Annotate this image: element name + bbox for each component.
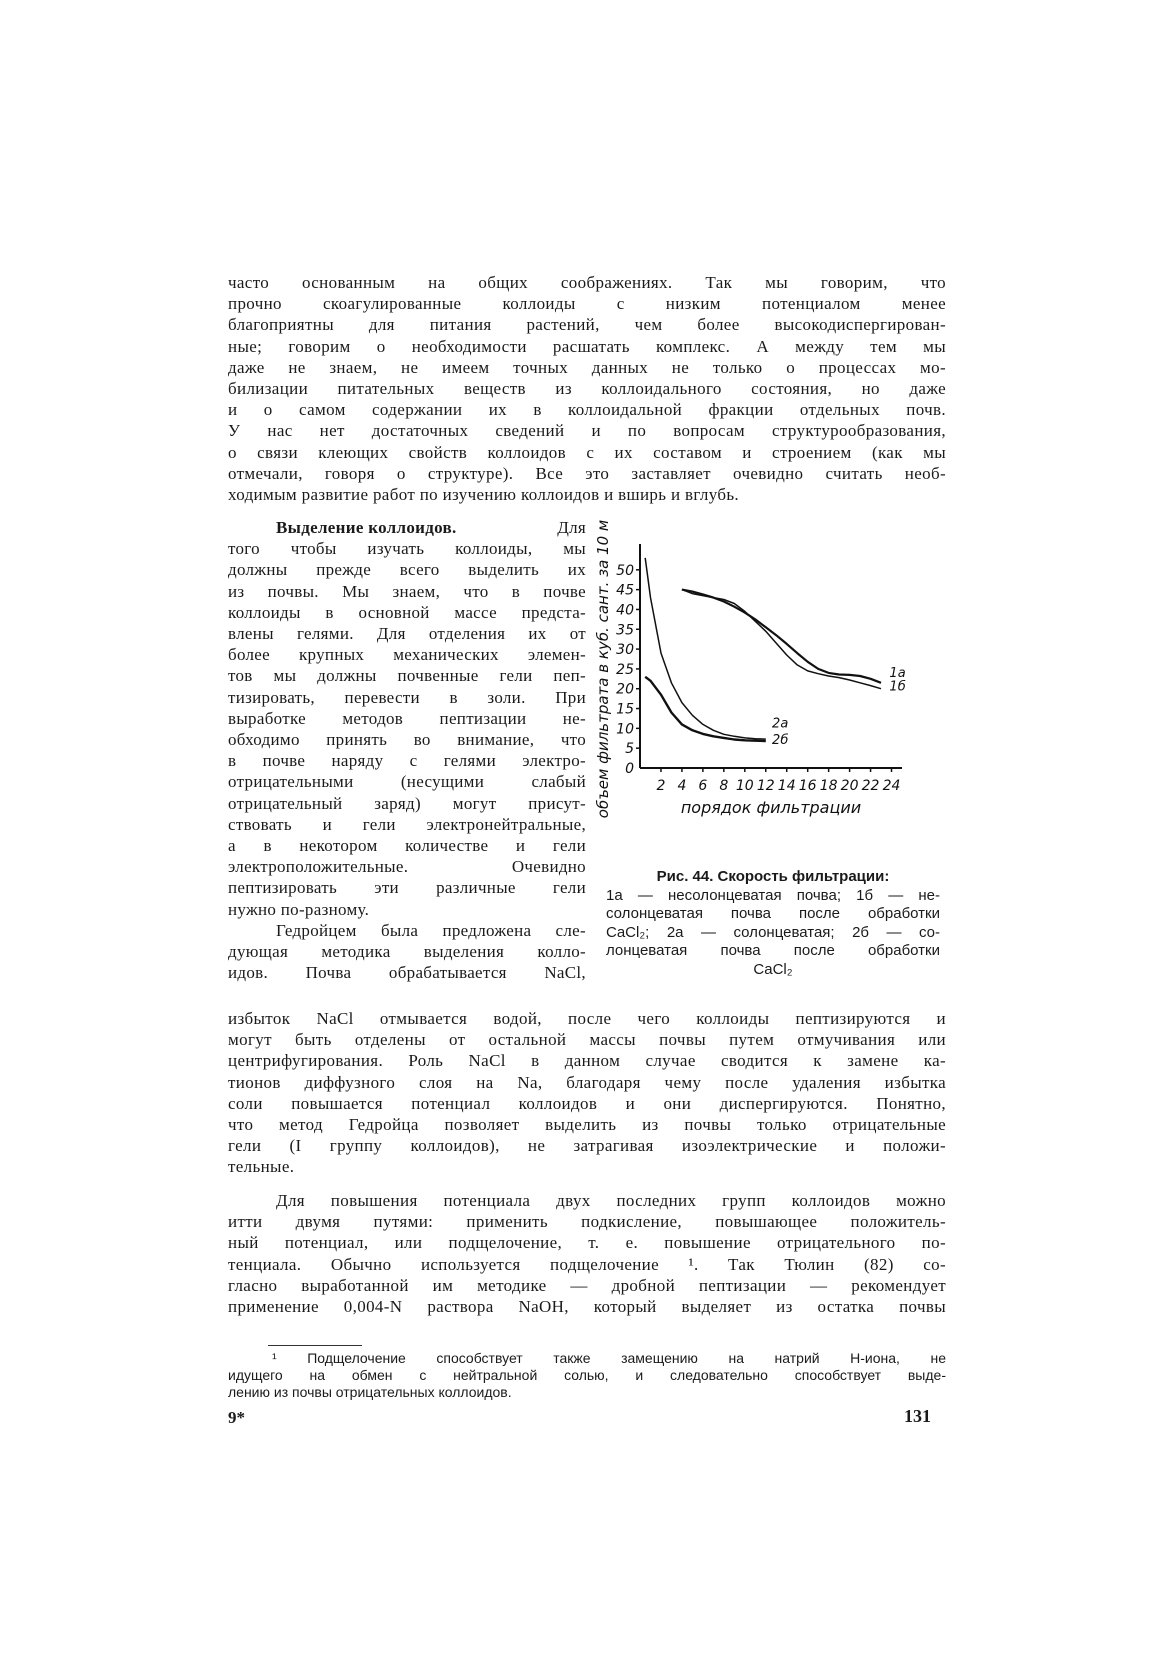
text-line: часто основанным на общих соображениях. Так мы говорим, что (228, 273, 946, 292)
text-line: применение 0,004-N раствора NaOH, который выделяет из остатка почвы (228, 1297, 946, 1317)
caption-line: CaCl₂; 2а — солонцеватая; 2б — со- (606, 923, 940, 941)
text-line: электроположительные. Очевидно (228, 857, 586, 877)
x-tick-label: 24 (882, 778, 901, 794)
text-line: тионов диффузного слоя на Na, благодаря чему после удаления избытка (228, 1072, 946, 1092)
middle-paragraph (228, 1008, 946, 1178)
text-fragment: Для (557, 518, 586, 537)
section-heading: Выделение коллоидов. (276, 518, 457, 537)
top-paragraph (228, 272, 946, 505)
x-tick-label: 4 (677, 778, 687, 794)
series-line-1а (682, 590, 881, 683)
text-line: из почвы. Мы знаем, что в почве (228, 581, 586, 601)
section-heading-line (228, 517, 586, 538)
left-column (228, 517, 586, 983)
text-line: идов. Почва обрабатывается NaCl, (228, 963, 586, 983)
text-line: билизации питательных веществ из коллоидального состояния, но даже (228, 379, 946, 399)
caption-line: CaCl₂ (753, 960, 793, 978)
text-line: ные; говорим о необходимости расшатать комплекс. А между тем мы (228, 336, 946, 356)
caption-line: солонцеватая почва после обработки (606, 905, 940, 922)
x-tick-label: 12 (756, 778, 775, 794)
y-tick-label: 45 (616, 582, 634, 599)
y-tick-label: 30 (616, 642, 634, 659)
text-line: итти двумя путями: применить подкисление, повышающее положитель- (228, 1212, 946, 1232)
y-tick-label: 5 (625, 741, 634, 758)
figure-caption (606, 868, 940, 979)
caption-line: 1а — несолонцеватая почва; 1б — не- (606, 886, 940, 904)
text-line: Для повышения потенциала двух последних групп коллоидов можно (276, 1191, 946, 1210)
text-line: нужно по-разному. (228, 899, 370, 919)
text-line: гели (I группу коллоидов), не затрагивая изоэлектрические и положи- (228, 1136, 946, 1156)
text-line: коллоиды в основной массе предста- (228, 602, 586, 622)
page-number: 131 (904, 1406, 931, 1426)
x-tick-label: 2 (656, 778, 666, 794)
text-line: отрицательными (несущими слабый (228, 772, 586, 792)
caption-line: лонцеватая почва после обработки (606, 942, 940, 959)
y-tick-label: 15 (616, 701, 634, 718)
text-line: влены гелями. Для отделения их от (228, 624, 586, 644)
footnote (228, 1350, 946, 1401)
text-line: прочно скоагулированные коллоиды с низким потенциалом менее (228, 294, 946, 314)
text-line: более крупных механических элемен- (228, 645, 586, 665)
y-tick-label: 10 (616, 721, 634, 738)
y-tick-label: 50 (616, 562, 634, 579)
text-line: дующая методика выделения колло- (228, 942, 586, 962)
text-line: и о самом содержании их в коллоидальной фракции отдельных почв. (228, 400, 946, 420)
y-axis-label: объем фильтрата в куб. сант. за 10 м (594, 519, 612, 819)
text-line: могут быть отделены от остальной массы почвы путем отмучивания или (228, 1030, 946, 1050)
x-tick-label: 20 (840, 778, 859, 794)
x-tick-label: 18 (819, 778, 838, 794)
text-line: тенциала. Обычно используется подщелочение ¹. Так Тюлин (82) со- (228, 1254, 946, 1274)
series-label-2б: 2б (772, 733, 789, 749)
text-line: в почве наряду с гелями электро- (228, 751, 586, 771)
text-line: тов мы должны почвенные гели пеп- (228, 666, 586, 686)
x-tick-label: 6 (698, 778, 708, 794)
x-tick-label: 16 (798, 778, 817, 794)
text-line: ствовать и гели электронейтральные, (228, 814, 586, 834)
text-line: ходимым развитие работ по изучению коллоидов и вширь и вглубь. (228, 485, 740, 505)
text-line: того чтобы изучать коллоиды, мы (228, 539, 586, 559)
x-tick-label: 22 (861, 778, 880, 794)
text-line: должны прежде всего выделить их (228, 560, 586, 580)
text-line: пептизировать эти различные гели (228, 878, 586, 898)
caption-title: Рис. 44. Скорость фильтрации: (656, 868, 890, 885)
text-line: выработке методов пептизации не- (228, 708, 586, 728)
text-line: гласно выработанной им методике — дробной пептизации — рекомендует (228, 1275, 946, 1295)
text-line: ный потенциал, или подщелочение, т. е. повышение отрицательного по- (228, 1233, 946, 1253)
y-tick-label: 25 (616, 661, 634, 678)
series-label-2а: 2а (772, 716, 789, 732)
x-tick-label: 14 (777, 778, 796, 794)
series-line-2б (645, 677, 766, 741)
filtration-chart (594, 519, 948, 857)
x-axis-label: порядок фильтрации (680, 798, 862, 817)
text-line: тизировать, перевести в золи. При (228, 687, 586, 707)
text-line: У нас нет достаточных сведений и по вопросам структурообразования, (228, 421, 946, 441)
text-line: отрицательный заряд) могут присут- (228, 793, 586, 813)
series-label-1а: 1а (889, 665, 906, 681)
text-line: избыток NaCl отмывается водой, после чего коллоиды пептизируются и (228, 1009, 946, 1028)
x-tick-label: 10 (735, 778, 754, 794)
text-line: благоприятны для питания растений, чем более высокодиспергирован- (228, 315, 946, 335)
text-line: Гедройцем была предложена сле- (276, 920, 586, 940)
text-line: отмечали, говоря о структуре). Все это заставляет очевидно считать необ- (228, 463, 946, 483)
y-tick-label: 0 (625, 761, 634, 777)
text-line: соли повышается потенциал коллоидов и они диспергируются. Понятно, (228, 1093, 946, 1113)
series-label-1б: 1б (889, 679, 906, 695)
text-line: что метод Гедройца позволяет выделить из почвы только отрицательные (228, 1115, 946, 1135)
footnote-rule (268, 1345, 362, 1346)
signature-mark: 9* (228, 1408, 245, 1427)
text-line: а в некотором количестве и гели (228, 836, 586, 856)
footnote-line: лению из почвы отрицательных коллоидов. (228, 1384, 512, 1400)
footnote-line: ¹ Подщелочение способствует также замещению на натрий Н-иона, не (272, 1350, 946, 1366)
x-tick-label: 8 (719, 778, 729, 794)
footnote-line: идущего на обмен с нейтральной солью, и следовательно способствует выде- (228, 1367, 946, 1383)
y-tick-label: 20 (616, 681, 634, 698)
y-tick-label: 40 (616, 602, 634, 619)
series-line-2а (645, 558, 766, 739)
last-paragraph (228, 1190, 946, 1317)
text-line: обходимо принять во внимание, что (228, 730, 586, 750)
y-tick-label: 35 (616, 622, 634, 639)
text-line: даже не знаем, не имеем точных данных не только о процессах мо- (228, 357, 946, 377)
text-line: о связи клеющих свойств коллоидов с их составом и строением (как мы (228, 442, 946, 462)
text-line: тельные. (228, 1157, 295, 1177)
text-line: центрифугирования. Роль NaCl в данном случае сводится к замене ка- (228, 1051, 946, 1071)
